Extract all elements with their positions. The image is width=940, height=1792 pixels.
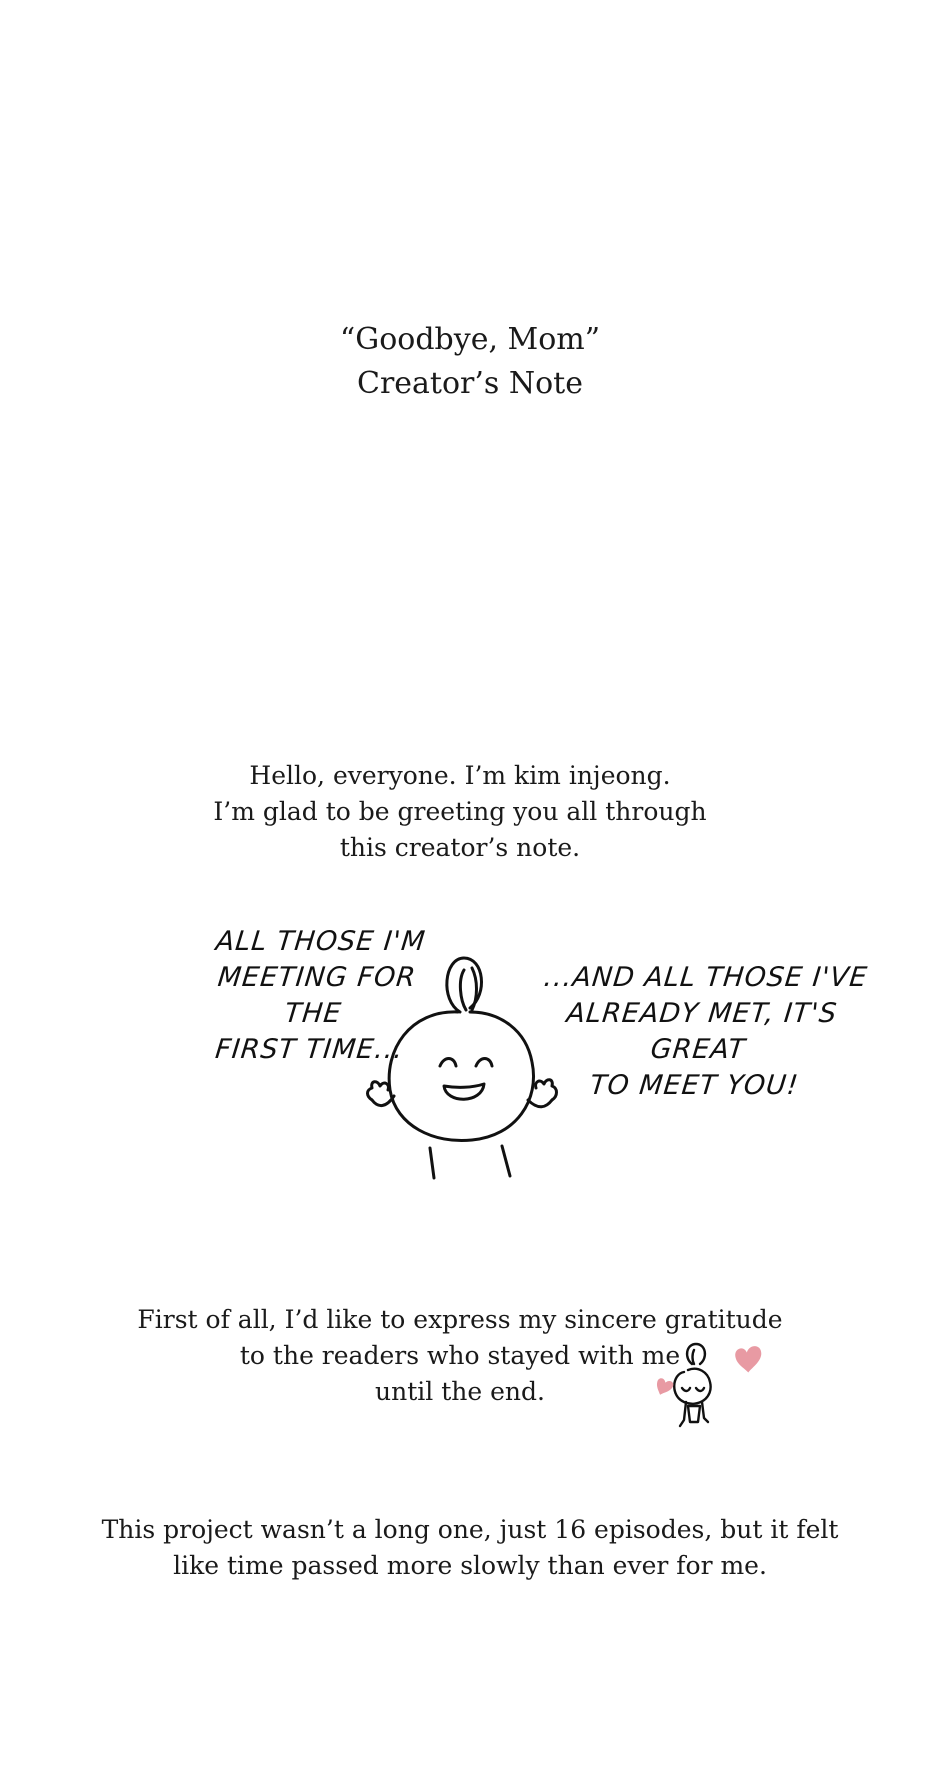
title-line-2: Creator’s Note (357, 366, 583, 401)
left-speech-line-1: ALL THOSE I'M (214, 926, 428, 957)
page-title (0, 318, 940, 406)
right-speech-line-2: ALREADY MET, IT'S GREAT (565, 998, 839, 1065)
gratitude-line-2: to the readers who stayed with me (239, 1341, 681, 1370)
greeting-paragraph (0, 758, 920, 866)
left-speech-line-3: FIRST TIME... (213, 1034, 406, 1065)
left-speech-line-2: MEETING FOR THE (216, 962, 418, 1029)
title-line-1: “Goodbye, Mom” (339, 322, 601, 357)
heart-icon (654, 1378, 678, 1398)
greeting-line-2: I’m glad to be greeting you all through (213, 797, 707, 826)
gratitude-line-1: First of all, I’d like to express my sincere gratitude (137, 1305, 783, 1334)
project-paragraph (0, 1512, 940, 1584)
greeting-line-3: this creator’s note. (339, 833, 581, 862)
waving-character-icon (360, 950, 580, 1190)
heart-icon (732, 1344, 768, 1374)
right-speech-line-1: ...AND ALL THOSE I'VE (542, 962, 870, 993)
gratitude-paragraph (0, 1302, 920, 1410)
greeting-line-1: Hello, everyone. I’m kim injeong. (249, 761, 671, 790)
right-speech-line-3: TO MEET YOU! (588, 1070, 801, 1101)
project-line-1: This project wasn’t a long one, just 16 episodes, but it felt (101, 1515, 839, 1544)
project-line-2: like time passed more slowly than ever for me. (173, 1551, 767, 1580)
gratitude-line-3: until the end. (375, 1377, 545, 1406)
